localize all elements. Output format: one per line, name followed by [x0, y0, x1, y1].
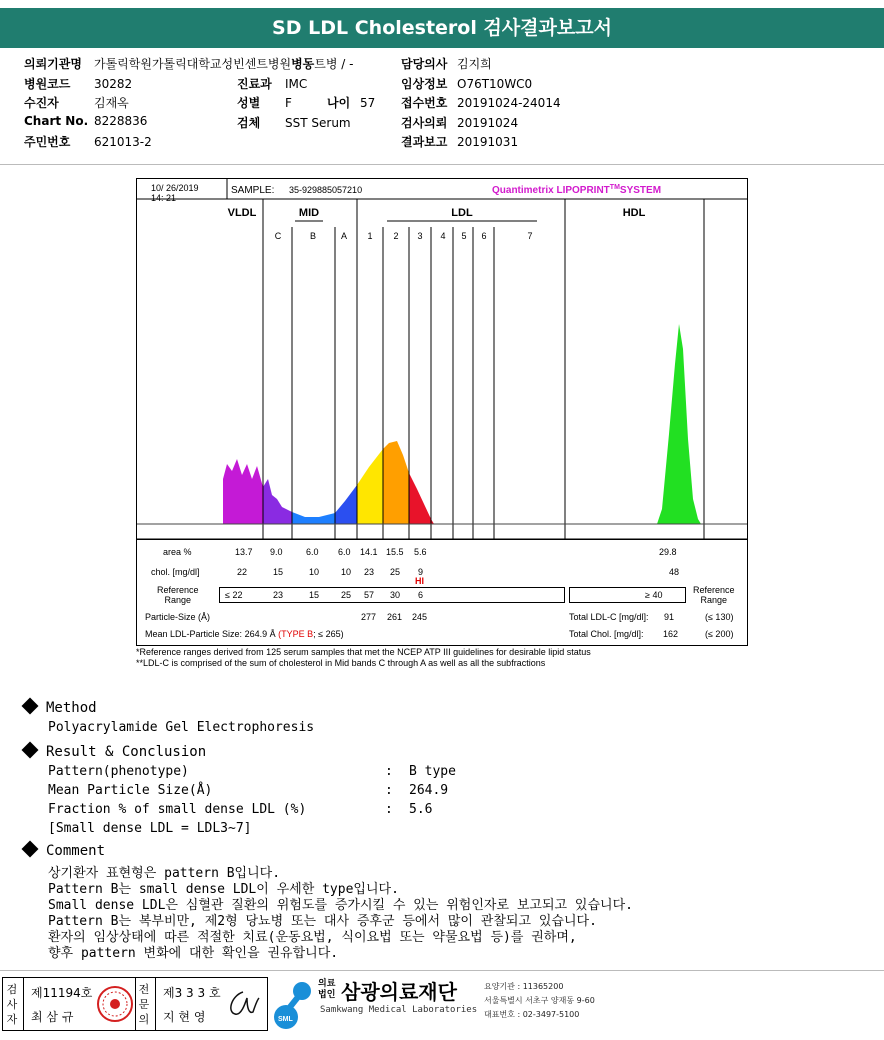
sample-label: SAMPLE:: [231, 185, 275, 196]
system-tm: TM: [609, 184, 620, 191]
mean-size-row: [145, 629, 344, 639]
total-ldl-label: Total LDL-C [mg/dl]:: [569, 612, 649, 622]
band-label-4: 4: [440, 231, 446, 241]
ref-ldl1: 57: [364, 590, 375, 600]
area-ldl2: 15.5: [386, 547, 404, 557]
ref-hdl: ≥ 40: [645, 590, 663, 600]
band-label-2: 2: [393, 231, 399, 241]
subject-label: 수진자: [24, 96, 59, 110]
area-ldl1: 14.1: [360, 547, 378, 557]
comment-line-3: Small dense LDL은 심혈관 질환의 위험도를 증가시킬 수 있는 위험인자로 보고되고 있습니다.: [48, 898, 633, 913]
chol-ldl3: 9: [418, 567, 424, 577]
band-label-c: C: [274, 231, 282, 241]
results-table: [136, 540, 748, 646]
sml-logo-text: SML: [278, 1016, 293, 1023]
group-vldl: VLDL: [227, 207, 257, 219]
request-field: [401, 114, 518, 131]
specialist-name: 지 현 영: [163, 1010, 206, 1024]
examiner-name: 최 삼 규: [31, 1010, 74, 1024]
small-dense-note: [Small dense LDL = LDL3~7]: [48, 821, 252, 836]
group-ldl: LDL: [451, 207, 473, 219]
dept-label: 진료과: [237, 77, 272, 91]
mean-size-label: Mean LDL-Particle Size:: [145, 629, 243, 639]
group-mid: MID: [298, 207, 320, 219]
seal-stamp-icon: [95, 984, 135, 1024]
rrn-label: 주민번호: [24, 135, 71, 149]
diamond-icon: [22, 841, 39, 858]
band-label-1: 1: [367, 231, 373, 241]
age-label: 나이: [327, 96, 351, 110]
clinical-label: 임상정보: [401, 77, 448, 91]
chart-no-label: Chart No.: [24, 114, 89, 128]
chol-ldl2: 25: [390, 567, 401, 577]
specialist-no: 제3 3 3 호: [163, 986, 221, 1000]
footnote-2: **LDL-C is comprised of the sum of cholesterol in Mid bands C through A as well as all the subfractions: [136, 658, 546, 668]
fraction-vldl-area: [223, 459, 263, 524]
ref-ldl2: 30: [390, 590, 401, 600]
specimen-label: 검체: [237, 116, 261, 130]
receipt-field: [401, 94, 561, 111]
chol-mid-a: 10: [341, 567, 352, 577]
mean-size-ref: ; ≤ 265): [313, 629, 344, 639]
age-value: 57: [360, 96, 376, 110]
ref-label-2: Range: [164, 595, 192, 605]
area-hdl: 29.8: [659, 547, 677, 557]
report-date-value: 20191031: [457, 135, 519, 149]
institution-value: 가톨릭학원가톨릭대학교성빈센트병원: [94, 57, 292, 71]
size-ldl2: 261: [387, 612, 403, 622]
clinical-field: [401, 75, 532, 92]
total-chol-value: 162: [663, 629, 679, 639]
system-label: [492, 184, 661, 196]
ref-right-1: Reference: [693, 585, 735, 595]
chol-ldl1: 23: [364, 567, 375, 577]
area-ldl3: 5.6: [414, 547, 427, 557]
report-date-field: [401, 133, 518, 150]
comment-line-6: 향후 pattern 변화에 대한 확인을 권유합니다.: [48, 946, 339, 961]
fraction-label: Fraction % of small dense LDL (%): [48, 802, 307, 817]
method-title: Method: [46, 700, 97, 716]
report-title: SD LDL Cholesterol 검사결과보고서: [0, 8, 884, 48]
hospital-code-field: [24, 75, 132, 92]
org-prefix-1: 의료: [318, 979, 336, 989]
org-code: 요양기관 : 11365200: [484, 982, 564, 991]
clinical-value: O76T10WC0: [457, 77, 533, 91]
mean-particle-label: Mean Particle Size(Å): [48, 783, 213, 798]
mean-particle-colon: :: [385, 783, 393, 798]
area-mid-a: 6.0: [338, 547, 351, 557]
total-ldl-ref: (≤ 130): [705, 612, 734, 622]
area-vldl: 13.7: [235, 547, 253, 557]
diamond-icon: [22, 698, 39, 715]
ward-label: 병동: [291, 57, 315, 71]
signature-box: [2, 977, 268, 1031]
ward-value: 트병 / -: [314, 57, 354, 71]
chart-time: 14: 21: [151, 193, 177, 203]
fraction-mid-b-area: [292, 512, 335, 524]
ref-label-1: Reference: [157, 585, 199, 595]
hi-flag: HI: [415, 576, 424, 586]
total-chol-ref: (≤ 200): [705, 629, 734, 639]
ref-ldl3: 6: [418, 590, 424, 600]
chol-hdl: 48: [669, 567, 680, 577]
total-chol-label: Total Chol. [mg/dl]:: [569, 629, 644, 639]
org-name-en: Samkwang Medical Laboratories: [320, 1005, 478, 1015]
sml-logo-icon: [272, 979, 316, 1029]
chol-mid-b: 10: [309, 567, 320, 577]
chol-vldl: 22: [237, 567, 248, 577]
examiner-label: 검사자: [6, 983, 18, 1026]
chart-date: 10/ 26/2019: [151, 183, 199, 193]
ref-right-2: Range: [700, 595, 728, 605]
ref-mid-c: 23: [273, 590, 284, 600]
comment-line-1: 상기환자 표현형은 pattern B입니다.: [48, 866, 281, 881]
subject-value: 김재옥: [94, 96, 129, 110]
sex-value: F: [285, 96, 292, 110]
subject-field: [24, 94, 129, 111]
total-ldl-value: 91: [664, 612, 675, 622]
request-value: 20191024: [457, 116, 519, 130]
area-row-label: area %: [163, 547, 192, 557]
fraction-mid-c-area: [263, 479, 292, 524]
doctor-label: 담당의사: [401, 57, 448, 71]
ref-hdl-box: [569, 587, 686, 603]
ref-mid-b: 15: [309, 590, 320, 600]
institution-label: 의뢰기관명: [24, 57, 82, 71]
receipt-value: 20191024-24014: [457, 96, 561, 110]
ref-vldl: ≤ 22: [225, 590, 243, 600]
electrophoresis-svg: [137, 179, 747, 539]
divider: [0, 164, 884, 165]
receipt-label: 접수번호: [401, 96, 448, 110]
signature-icon: [223, 986, 263, 1022]
comment-line-5: 환자의 임상상태에 따른 적절한 치료(운동요법, 식이요법 또는 약물요법 등)를 권하며,: [48, 930, 577, 945]
hospital-code-label: 병원코드: [24, 77, 71, 91]
comment-line-2: Pattern B는 small dense LDL이 우세한 type입니다.: [48, 882, 399, 897]
sex-label: 성별: [237, 96, 261, 110]
specialist-label: 전문의: [138, 983, 150, 1026]
org-address: 서울특별시 서초구 양재동 9-60: [484, 996, 595, 1005]
fraction-hdl-area: [657, 324, 701, 524]
pattern-label: Pattern(phenotype): [48, 764, 189, 779]
ref-right-label: [693, 585, 735, 605]
diamond-icon: [22, 742, 39, 759]
org-prefix: [318, 979, 335, 1001]
system-suffix: SYSTEM: [619, 185, 662, 196]
fraction-value: 5.6: [409, 802, 433, 817]
system-name: Quantimetrix LIPOPRINT: [492, 185, 610, 196]
pattern-colon: :: [385, 764, 393, 779]
footnote-1: *Reference ranges derived from 125 serum samples that met the NCEP ATP III guidelines for desirable lipid status: [136, 647, 591, 657]
fraction-mid-a-area: [335, 485, 357, 524]
band-label-6: 6: [481, 231, 487, 241]
method-heading: [24, 700, 97, 716]
area-mid-c: 9.0: [270, 547, 283, 557]
band-label-5: 5: [461, 231, 467, 241]
chart-no-field: [24, 114, 147, 128]
size-ldl1: 277: [361, 612, 377, 622]
institution-field: [24, 55, 353, 72]
org-tel: 대표번호 : 02-3497-5100: [484, 1010, 580, 1019]
mean-size-value: 264.9 Å: [244, 629, 276, 639]
report-date-label: 결과보고: [401, 135, 448, 149]
particle-size-label: Particle-Size (Å): [145, 612, 211, 622]
comment-line-4: Pattern B는 복부비만, 제2형 당뇨병 또는 대사 증후군 등에서 많이 관찰되고 있습니다.: [48, 914, 597, 929]
rrn-value: 621013-2: [94, 135, 152, 149]
chol-mid-c: 15: [273, 567, 284, 577]
mean-particle-value: 264.9: [409, 783, 449, 798]
mean-size-type: (TYPE B: [278, 629, 314, 639]
hospital-code-value: 30282: [94, 77, 133, 91]
doctor-value: 김지희: [457, 57, 492, 71]
band-label-3: 3: [417, 231, 423, 241]
electrophoresis-chart: [136, 178, 748, 540]
sex-field: [237, 94, 375, 111]
patient-info: [0, 52, 884, 156]
org-prefix-2: 법인: [318, 990, 336, 1000]
request-label: 검사의뢰: [401, 116, 448, 130]
specimen-value: SST Serum: [285, 116, 351, 130]
fraction-ldl3-area: [409, 473, 434, 524]
sample-id: 35-929885057210: [289, 185, 363, 195]
size-ldl3: 245: [412, 612, 428, 622]
group-hdl: HDL: [622, 207, 646, 219]
area-mid-b: 6.0: [306, 547, 319, 557]
band-label-7: 7: [527, 231, 533, 241]
fraction-ldl2-area: [383, 441, 409, 524]
ref-row-label: [157, 585, 199, 605]
chol-row-label: chol. [mg/dl]: [151, 567, 200, 577]
ref-mid-a: 25: [341, 590, 352, 600]
fraction-ldl1-area: [357, 449, 383, 524]
dept-value: IMC: [285, 77, 308, 91]
chart-no-value: 8228836: [94, 114, 148, 128]
footer: [0, 970, 884, 1040]
comment-heading: [24, 843, 105, 859]
specimen-field: [237, 114, 351, 131]
examiner-no: 제11194호: [31, 986, 93, 1000]
pattern-value: B type: [409, 764, 456, 779]
org-name: 삼광의료재단: [341, 980, 457, 1004]
result-heading: [24, 744, 206, 760]
band-dividers: [263, 199, 704, 539]
dept-field: [237, 75, 307, 92]
band-label-a: A: [340, 231, 348, 241]
result-title: Result & Conclusion: [46, 744, 207, 760]
band-label-b: B: [309, 231, 317, 241]
rrn-field: [24, 133, 152, 150]
fraction-colon: :: [385, 802, 393, 817]
method-text: Polyacrylamide Gel Electrophoresis: [48, 720, 315, 735]
footnotes: [136, 647, 591, 669]
doctor-field: [401, 55, 492, 72]
comment-title: Comment: [46, 843, 106, 859]
